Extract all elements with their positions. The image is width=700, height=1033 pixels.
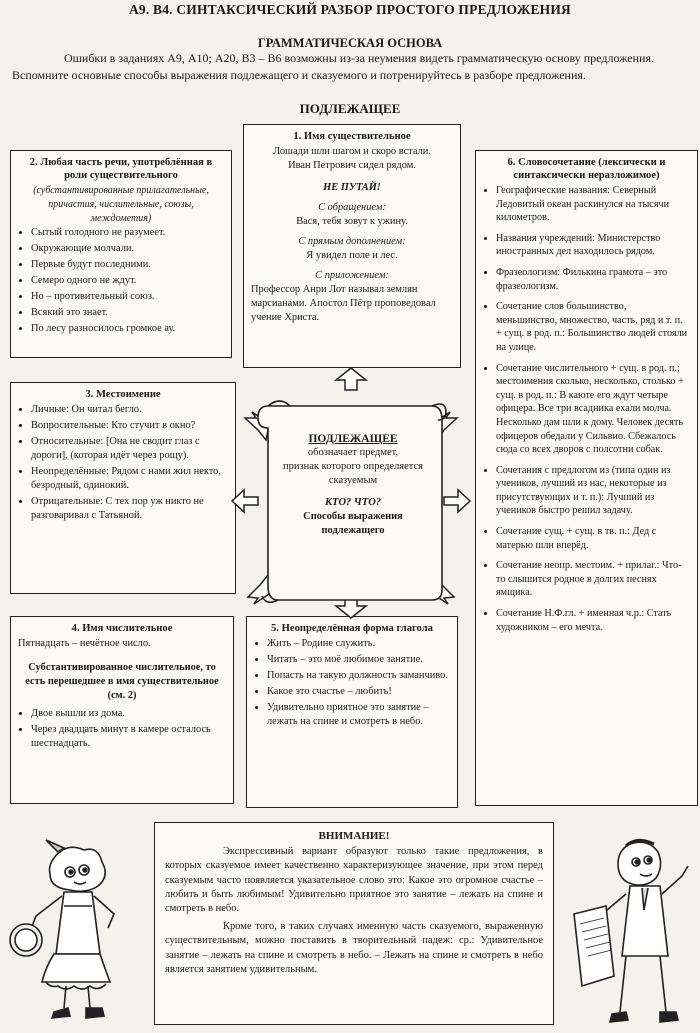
list-item: • Сочетание Н.Ф.гл. + именная ч.р.: Стать художником – его мечта. [496, 607, 690, 634]
list-item: • Читать – это моё любимое занятие. [267, 653, 450, 667]
scroll-line-1: обозначает предмет, [307, 447, 399, 458]
box-substantivized-title: 2. Любая часть речи, употреблённая в роли существительного [29, 157, 213, 181]
attention-paragraph-1: Экспрессивный вариант образуют только такие предложения, в которых сказуемое имеет качественно характеризующее значение, при этом перед сказуемым часто появляется указательное слово это: Какое это огромное счастье – любить и быть любимым! Удивительно приятное это занятие – лежать на спине и смотреть в небо. [165, 846, 543, 915]
scroll-question: КТО? ЧТО? [324, 497, 382, 508]
scroll-title: ПОДЛЕЖАЩЕЕ [308, 433, 398, 445]
noun-address-heading: С обращением: [318, 202, 386, 213]
list-item: • Семеро одного не ждут. [31, 274, 224, 288]
box-pronoun-title: 3. Местоимение [85, 389, 161, 400]
arrow-right-mid [444, 490, 470, 512]
man-with-paper-illustration [560, 836, 700, 1026]
list-item: • Двое вышли из дома. [31, 707, 226, 721]
list-item: • Относительные: [Она не сводит глаз с дороги], (которая идёт через рощу). [31, 435, 228, 463]
arrow-up [336, 368, 366, 390]
girl-with-magnifier-illustration [6, 836, 146, 1026]
scroll-text [272, 432, 434, 538]
noun-apposition-heading: С приложением: [315, 270, 389, 281]
list-item: • Сочетание сущ. + сущ. в тв. п.: Дед с матерью шли вперёд. [496, 525, 690, 552]
list-item: • Удивительно приятное это занятие – лежать на спине и смотреть в небо. [267, 701, 450, 729]
noun-example-1: Лошади шли шагом и скоро встали. [273, 146, 431, 157]
list-item: • Личные: Он читал бегло. [31, 403, 228, 417]
box-numeral-title: 4. Имя числительное [71, 623, 173, 634]
box-substantivized-note: (субстантивированные прилагательные, причастия, числительные, союзы, междометия) [33, 185, 209, 224]
list-item: • Попасть на такую должность заманчиво. [267, 669, 450, 683]
section-title: ГРАММАТИЧЕСКАЯ ОСНОВА [257, 36, 443, 50]
list-item: • Вопросительные: Кто стучит в окно? [31, 419, 228, 433]
list-item: • Но – противительный союз. [31, 290, 224, 304]
scroll-line-2: признак которого определяется сказуемым [282, 461, 424, 486]
list-item: • Названия учреждений: Министерство иностранных дел находилось рядом. [496, 232, 690, 259]
list-item: • Географические названия: Северный Ледовитый океан раскинулся на тысячи километров. [496, 184, 690, 225]
arrow-left-mid [232, 490, 258, 512]
list-item: • Сочетание числительного + сущ. в род. п.; местоимения сколько, несколько, столько + сущ. в род. п.: В каюте его ждут четыре офицера. Все три всадника ехали молча. Несколько дам шли к дому. Человек десять офицеров обедали у Сильвио. Сбежалось сюда со всех дворов с полсотни собак. [496, 362, 690, 457]
numeral-example: Пятнадцать – нечётное число. [18, 638, 151, 649]
box-phrase-title: 6. Словосочетание (лексически и синтаксически неразложимое) [507, 157, 666, 181]
noun-object-example: Я увидел поле и лес. [306, 250, 398, 261]
intro-text: Ошибки в заданиях А9, А10; А20, В3 – В6 возможны из-за неумения видеть грамматическую основу предложения. Вспомните основные способы выражения подлежащего и сказуемого и потренируйтесь в разборе предложения. [12, 51, 654, 82]
attention-title: ВНИМАНИЕ! [318, 830, 390, 842]
list-item: • Всякий это знает. [31, 306, 224, 320]
subject-heading: ПОДЛЕЖАЩЕЕ [299, 101, 401, 116]
noun-example-2: Иван Петрович сидел рядом. [288, 160, 416, 171]
list-item: • Окружающие молчали. [31, 242, 224, 256]
noun-object-heading: С прямым дополнением: [298, 236, 406, 247]
central-scroll [258, 394, 444, 608]
list-item: • Сытый голодного не разумеет. [31, 226, 224, 240]
attention-paragraph-2: Кроме того, в таких случаях именную часть сказуемого, выраженную существительным, можно поставить в творительный падеж: ср.: Удивительное занятие – лежать на спине и смотреть в небо. – Лежать на спине и смотреть в небо является занятием удивительным. [165, 921, 543, 975]
list-item: • Какое это счастье – любить! [267, 685, 450, 699]
list-item: • По лесу разносилось громкое ау. [31, 322, 224, 336]
list-item: • Сочетание неопр. местоим. + прилаг.: Что-то слышится родное в долгих песнях ямщика. [496, 559, 690, 600]
list-item: • Жить – Родине служить. [267, 637, 450, 651]
list-item: • Отрицательные: С тех пор уж никто не разговаривал с Татьяной. [31, 495, 228, 523]
page-title: А9. В4. СИНТАКСИЧЕСКИЙ РАЗБОР ПРОСТОГО ПРЕДЛОЖЕНИЯ [128, 2, 572, 17]
list-item: • Сочетание слов большинство, меньшинство, множество, часть, ряд и т. п. + сущ. в род. п.: Большинство людей стояли на улице. [496, 300, 690, 354]
noun-apposition-example: Профессор Анри Лот называл землян марсианами. Апостол Пётр проповедовал учение Христа. [251, 284, 436, 323]
attention-box [154, 822, 554, 1025]
noun-address-example: Вася, тебя зовут к ужину. [296, 216, 408, 227]
list-item: • Фразеологизм: Филькина грамота – это фразеологизм. [496, 266, 690, 293]
box-noun-title: 1. Имя существительное [293, 131, 411, 142]
list-item: • Неопределённые: Рядом с нами жил некто, безродный, одинокий. [31, 465, 228, 493]
list-item: • Через двадцать минут в камере осталось шестнадцать. [31, 723, 226, 751]
scroll-line-3: Способы выражения подлежащего [303, 511, 403, 536]
numeral-subheading: Субстантивированное числительное, то есть перешедшее в имя существительное (см. 2) [25, 662, 219, 701]
noun-warning: НЕ ПУТАЙ! [323, 182, 381, 193]
box-infinitive-title: 5. Неопределённая форма глагола [271, 623, 433, 634]
list-item: • Первые будут последними. [31, 258, 224, 272]
list-item: • Сочетания с предлогом из (типа один из учеников, лучший из нас, некоторые из присутствующих и т. п.): Лучший из учеников быстро решил задачу. [496, 464, 690, 518]
